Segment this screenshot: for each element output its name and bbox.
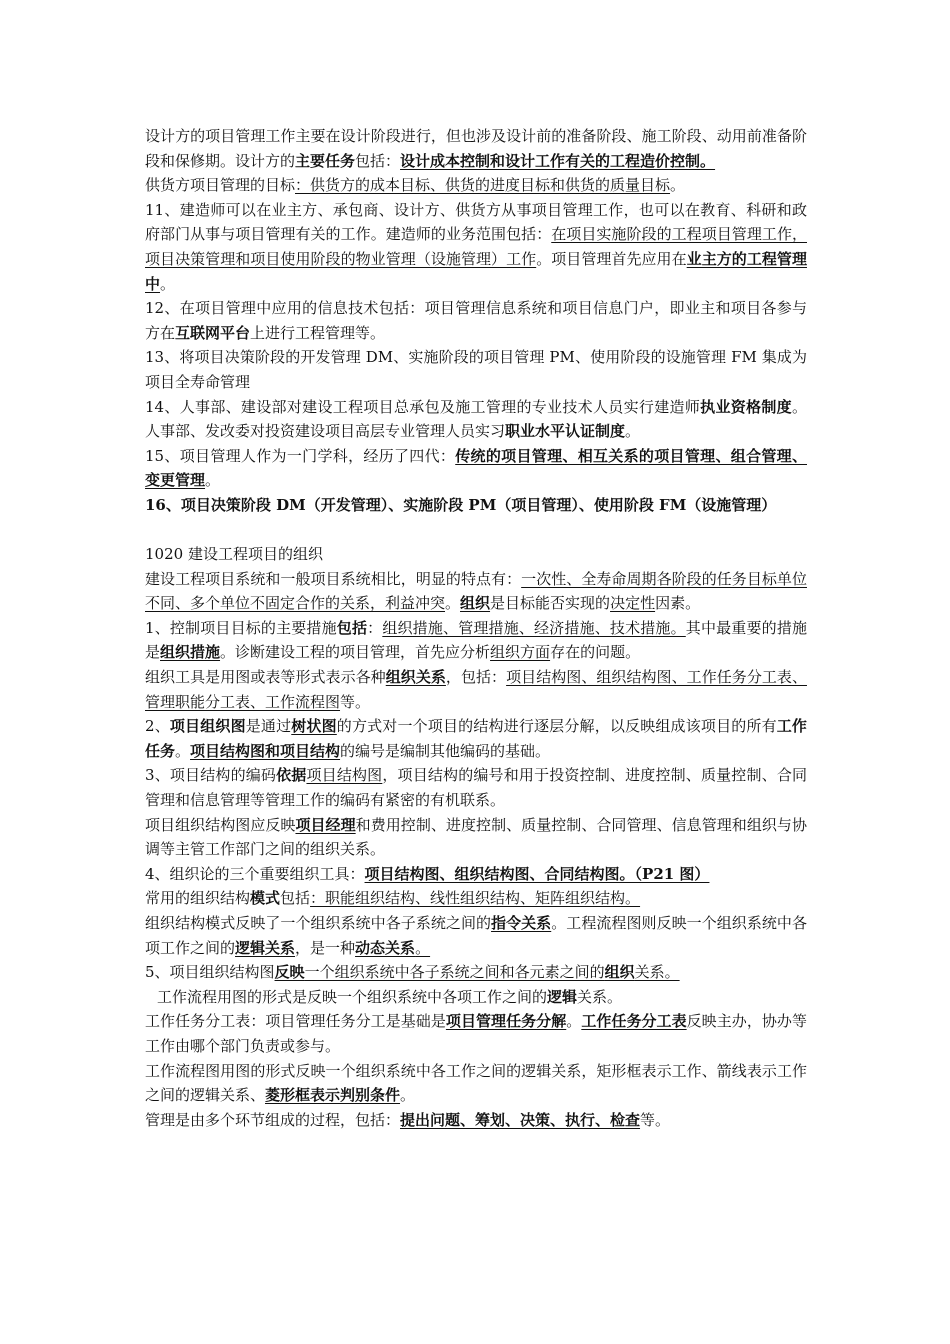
text-run: ，包括： — [445, 668, 507, 687]
paragraph — [145, 1059, 807, 1108]
paragraph — [145, 345, 807, 394]
bold-underlined-text-run: 指令关系 — [491, 914, 552, 932]
bold-text-run: 逻辑 — [547, 987, 578, 1006]
text-run: 5、项目组织结构图 — [145, 963, 275, 982]
bold-text-run: 互联网平台 — [175, 323, 251, 342]
text-run: 因素。 — [655, 594, 701, 613]
paragraph — [145, 124, 807, 173]
text-run: 组织工具是用图或表等形式表示各种 — [145, 668, 386, 687]
text-run: 管理是由多个环节组成的过程，包括： — [145, 1110, 401, 1129]
text-run: 和费用控制、进度控制、质量控制、合同管理、信息管理和组织与协调等主管工作部门之间的组织关系。 — [145, 815, 807, 859]
text-run: 包括： — [355, 151, 401, 170]
paragraph — [145, 567, 807, 616]
text-run: ，项目结构的编号和用于投资控制、进度控制、质量控制、合同管理和信息管理等管理工作的编码有紧密的有机联系。 — [145, 766, 807, 810]
paragraph — [145, 173, 807, 198]
text-run: 组织结构模式反映了一个组织系统中各子系统之间的 — [145, 914, 492, 932]
text-run: 13、将项目决策阶段的开发管理 DM、实施阶段的项目管理 PM、使用阶段的设施管理 FM 集成为项目全寿命管理 — [145, 348, 807, 391]
bold-underlined-text-run: 组织 — [460, 594, 491, 613]
paragraph — [145, 813, 807, 862]
paragraph — [145, 198, 807, 296]
bold-underlined-text-run: 动态关系 — [355, 938, 416, 957]
text-run: 存在的问题。 — [550, 643, 641, 662]
bold-underlined-text-run: 设计成本控制和设计工作有关的工程造价控制。 — [400, 151, 716, 170]
bold-underlined-text-run: 反映 — [274, 963, 305, 982]
text-run: ，是一种 — [295, 938, 356, 957]
bold-underlined-text-run: 传统的项目管理、相互关系的项目管理、组合管理、变更管理 — [145, 446, 807, 490]
text-run: 。 — [445, 594, 461, 613]
paragraph — [145, 1009, 807, 1058]
bold-underlined-text-run: 组织关系 — [385, 668, 446, 687]
paragraph — [145, 886, 807, 911]
paragraph — [145, 616, 807, 665]
text-run: 是通过 — [245, 717, 292, 736]
underlined-text-run: 在项目实施阶段的工程项目管理工作，项目决策管理和项目使用阶段的物业管理（设施管理）工作 — [145, 225, 807, 268]
paragraph — [145, 444, 807, 493]
text-run: 1、控制项目目标的主要措施 — [145, 618, 337, 637]
text-run: 其中最重要的措施是 — [145, 618, 807, 662]
text-run: 14、人事部、建设部对建设工程项目总承包及施工管理的专业技术人员实行建造师 — [145, 397, 701, 416]
bold-text-run: 模式 — [250, 889, 281, 908]
paragraph — [145, 542, 807, 567]
text-run: 反映主办，协办等工作由哪个部门负责或参与。 — [145, 1012, 807, 1055]
text-run: 。人事部、发改委对投资建设项目高层专业管理人员实习 — [145, 397, 807, 441]
text-run: 的编号是编制其他编码的基础。 — [340, 741, 551, 760]
underlined-text-run: 决定性 — [610, 594, 656, 613]
text-run: 4、组织论的三个重要组织工具： — [145, 864, 365, 883]
blank-line — [145, 518, 807, 543]
underlined-text-run: 项目结构图 — [306, 766, 383, 785]
text-run: 建设工程项目系统和一般项目系统相比，明显的特点有： — [145, 569, 522, 588]
bold-text-run: 职业水平认证制度 — [505, 422, 626, 441]
bold-underlined-text-run: 工作任务分工表 — [581, 1012, 687, 1031]
bold-underlined-text-run: 组织 — [604, 963, 635, 982]
text-run: 。 — [566, 1012, 582, 1031]
bold-text-run: 项目组织图 — [169, 717, 246, 736]
paragraph — [145, 911, 807, 960]
bold-text-run: 16、项目决策阶段 DM（开发管理）、实施阶段 PM（项目管理）、使用阶段 FM（设施管理） — [145, 495, 777, 514]
text-run: 项目组织结构图应反映 — [145, 815, 296, 834]
text-run: ： — [367, 618, 383, 637]
bold-underlined-text-run: 项目结构图、组织结构图、合同结构图。（P21 图） — [364, 864, 710, 883]
bold-text-run: 依据 — [276, 766, 307, 785]
bold-underlined-text-run: 逻辑关系 — [235, 938, 296, 957]
text-run: 工作任务分工表：项目管理任务分工是基础是 — [145, 1012, 446, 1031]
text-run: 。 — [400, 1086, 416, 1105]
bold-text-run: 主要任务 — [295, 151, 356, 170]
underlined-text-run: 一个组织系统中各子系统之间和各元素之间的 — [304, 963, 605, 982]
bold-text-run: 执业资格制度 — [700, 397, 792, 416]
text-run: 12、在项目管理中应用的信息技术包括：项目管理信息系统和项目信息门户，即业主和项目各参与方在 — [145, 299, 807, 342]
bold-text-run: 包括 — [336, 618, 368, 637]
text-run: 。 — [670, 176, 686, 195]
paragraph — [145, 1108, 807, 1133]
underlined-text-run: ：供货方的成本目标、供货的进度目标和供货的质量目标 — [295, 176, 671, 195]
text-run: 工作流程图用图的形式反映一个组织系统中各工作之间的逻辑关系，矩形框表示工作、箭线表示工作之间的逻辑关系、 — [145, 1061, 807, 1105]
text-run: 常用的组织结构 — [145, 889, 251, 908]
bold-underlined-text-run: 提出问题、筹划、决策、执行、检查 — [400, 1110, 641, 1129]
bold-underlined-text-run: 树状图 — [291, 717, 337, 736]
bold-underlined-text-run: 业主方的工程管理中 — [145, 249, 807, 293]
text-run: 1020 建设工程项目的组织 — [145, 545, 323, 564]
text-run: 等。 — [340, 692, 371, 711]
text-run: 的方式对一个项目的结构进行逐层分解，以反映组成该项目的所有 — [336, 717, 777, 736]
underlined-text-run: 项目结构图、组织结构图、工作任务分工表、管理职能分工表、工作流程图 — [145, 668, 807, 711]
paragraph — [145, 493, 807, 518]
bold-underlined-text-run: 菱形框表示判别条件 — [265, 1086, 401, 1105]
text-run: 工作流程用图的形式是反映一个组织系统中各项工作之间的 — [157, 987, 548, 1006]
text-run: 等。 — [640, 1110, 671, 1129]
text-run: 。项目管理首先应用在 — [536, 249, 687, 268]
text-run: 。 — [175, 741, 191, 760]
text-run: 包括 — [280, 889, 311, 908]
bold-underlined-text-run: 项目结构图和项目结构 — [190, 741, 341, 760]
bold-underlined-text-run: 组织措施 — [160, 643, 221, 662]
paragraph — [145, 763, 807, 812]
text-run: 关系。 — [577, 987, 623, 1006]
paragraph — [145, 296, 807, 345]
bold-text-run: 工作任务 — [145, 717, 807, 760]
underlined-text-run: 关系。 — [634, 963, 680, 982]
paragraph — [145, 960, 807, 985]
text-run: 。 — [160, 274, 176, 293]
paragraph — [145, 714, 807, 763]
paragraph — [145, 665, 807, 714]
text-run: 设计方的项目管理工作主要在设计阶段进行，但也涉及设计前的准备阶段、施工阶段、动用前准备阶段和保修期。设计方的 — [145, 127, 807, 170]
document-body — [145, 124, 807, 1132]
text-run: 供货方项目管理的目标 — [145, 176, 296, 195]
text-run: 11、建造师可以在业主方、承包商、设计方、供货方从事项目管理工作，也可以在教育、科研和政府部门从事与项目管理有关的工作。建造师的业务范围包括： — [145, 200, 807, 244]
text-run: 3、项目结构的编码 — [145, 766, 277, 785]
text-run: 。 — [205, 471, 221, 490]
underlined-text-run: 。 — [415, 938, 431, 957]
underlined-text-run: 一次性、全寿命周期各阶段的任务目标单位不同、多个单位不固定合作的关系，利益冲突 — [145, 569, 807, 613]
underlined-text-run: 组织措施、管理措施、经济措施、技术措施。 — [382, 618, 686, 637]
paragraph — [145, 985, 807, 1010]
underlined-text-run: ：职能组织结构、线性组织结构、矩阵组织结构。 — [310, 889, 641, 908]
paragraph — [145, 862, 807, 887]
text-run: 。诊断建设工程的项目管理，首先应分析 — [220, 643, 491, 662]
text-run: 是目标能否实现的 — [490, 594, 611, 613]
text-run: 15、项目管理人作为一门学科，经历了四代： — [145, 446, 456, 465]
text-run: 。 — [625, 422, 641, 441]
paragraph — [145, 395, 807, 444]
text-run: 上进行工程管理等。 — [250, 323, 386, 342]
bold-underlined-text-run: 项目经理 — [295, 815, 356, 834]
text-run: 。工程流程图则反映一个组织系统中各项工作之间的 — [145, 914, 807, 957]
bold-underlined-text-run: 项目管理任务分解 — [445, 1012, 567, 1031]
underlined-text-run: 组织方面 — [490, 643, 551, 662]
text-run: 2、 — [145, 717, 170, 736]
